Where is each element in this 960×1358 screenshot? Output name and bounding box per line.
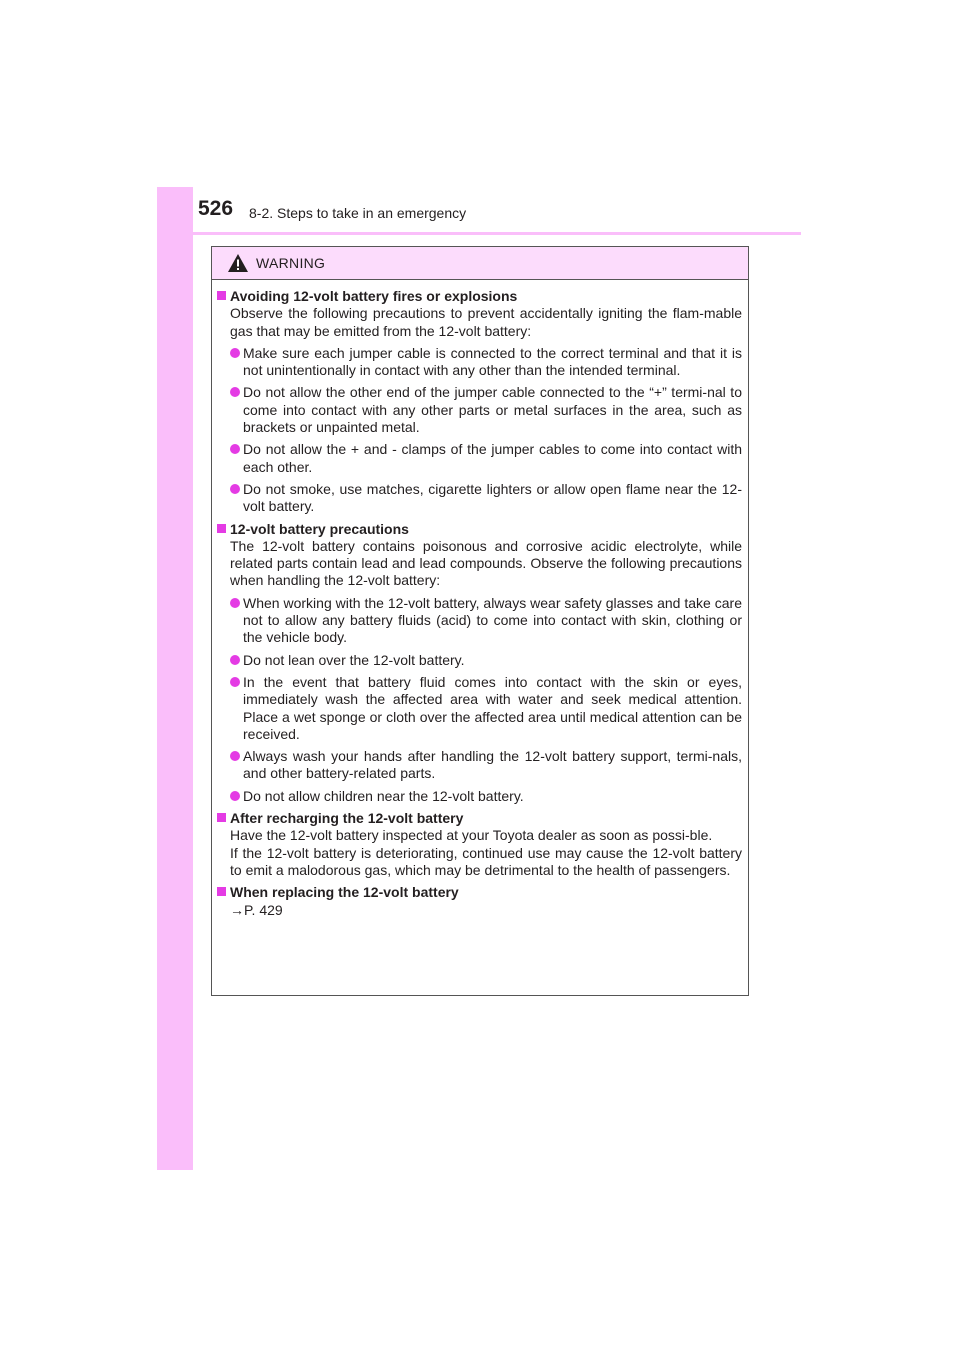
circle-bullet-icon — [230, 677, 240, 687]
list-item: In the event that battery fluid comes into contact with the skin or eyes, immediately wash the affected area with water and seek medical attention. Place a wet sponge or cloth over the affected area until medical attention can be received. — [217, 674, 742, 743]
page-number: 526 — [198, 197, 234, 220]
list-item: Always wash your hands after handling the 12-volt battery support, termi-nals, and other battery-related parts. — [217, 748, 742, 783]
section-fires-explosions — [217, 288, 742, 516]
list-item: Do not allow the + and - clamps of the jumper cables to come into contact with each other. — [217, 441, 742, 476]
circle-bullet-icon — [230, 598, 240, 608]
circle-bullet-icon — [230, 791, 240, 801]
circle-bullet-icon — [230, 348, 240, 358]
warning-label: WARNING — [256, 255, 326, 271]
square-bullet-icon — [217, 887, 226, 896]
list-item: When working with the 12-volt battery, always wear safety glasses and take care not to allow any battery fluids (acid) to come into contact with skin, clothing or the vehicle body. — [217, 595, 742, 647]
section-heading: 12-volt battery precautions — [217, 521, 742, 538]
side-margin-band — [157, 187, 193, 1170]
section-heading: Avoiding 12-volt battery fires or explosions — [217, 288, 742, 305]
list-item: Do not allow the other end of the jumper cable connected to the “+” termi-nal to come into contact with any other parts or metal surfaces in the area, such as brackets or unpainted metal. — [217, 384, 742, 436]
circle-bullet-icon — [230, 444, 240, 454]
square-bullet-icon — [217, 524, 226, 533]
section-after-recharging — [217, 810, 742, 879]
section-text: The 12-volt battery contains poisonous and corrosive acidic electrolyte, while related parts contain lead and lead compounds. Observe the following precautions when handling the 12-volt battery: — [230, 537, 742, 589]
section-text: If the 12-volt battery is deteriorating, continued use may cause the 12-volt battery to emit a malodorous gas, which may be detrimental to the health of passengers. — [230, 844, 742, 878]
warning-header — [212, 247, 748, 280]
warning-body — [212, 280, 748, 919]
header-rule — [193, 232, 801, 235]
square-bullet-icon — [217, 291, 226, 300]
list-item: Do not lean over the 12-volt battery. — [217, 652, 742, 669]
list-item: Do not allow children near the 12-volt battery. — [217, 788, 742, 805]
circle-bullet-icon — [230, 387, 240, 397]
square-bullet-icon — [217, 813, 226, 822]
section-battery-precautions — [217, 521, 742, 805]
circle-bullet-icon — [230, 655, 240, 665]
list-item: Make sure each jumper cable is connected to the correct terminal and that it is not unintentionally in contact with any other than the intended terminal. — [217, 345, 742, 380]
page-reference-link[interactable]: →P. 429 — [230, 901, 283, 918]
section-replacing-battery — [217, 884, 742, 919]
circle-bullet-icon — [230, 484, 240, 494]
section-text: Have the 12-volt battery inspected at your Toyota dealer as soon as possi-ble. — [230, 827, 713, 844]
warning-box — [211, 246, 749, 996]
section-heading: When replacing the 12-volt battery — [217, 884, 742, 901]
section-text: Observe the following precautions to prevent accidentally igniting the flam-mable gas that may be emitted from the 12-volt battery: — [230, 305, 742, 339]
list-item: Do not smoke, use matches, cigarette lighters or allow open flame near the 12-volt battery. — [217, 481, 742, 516]
section-title: 8-2. Steps to take in an emergency — [249, 205, 467, 221]
circle-bullet-icon — [230, 751, 240, 761]
section-heading: After recharging the 12-volt battery — [217, 810, 742, 827]
warning-triangle-icon — [227, 253, 249, 273]
